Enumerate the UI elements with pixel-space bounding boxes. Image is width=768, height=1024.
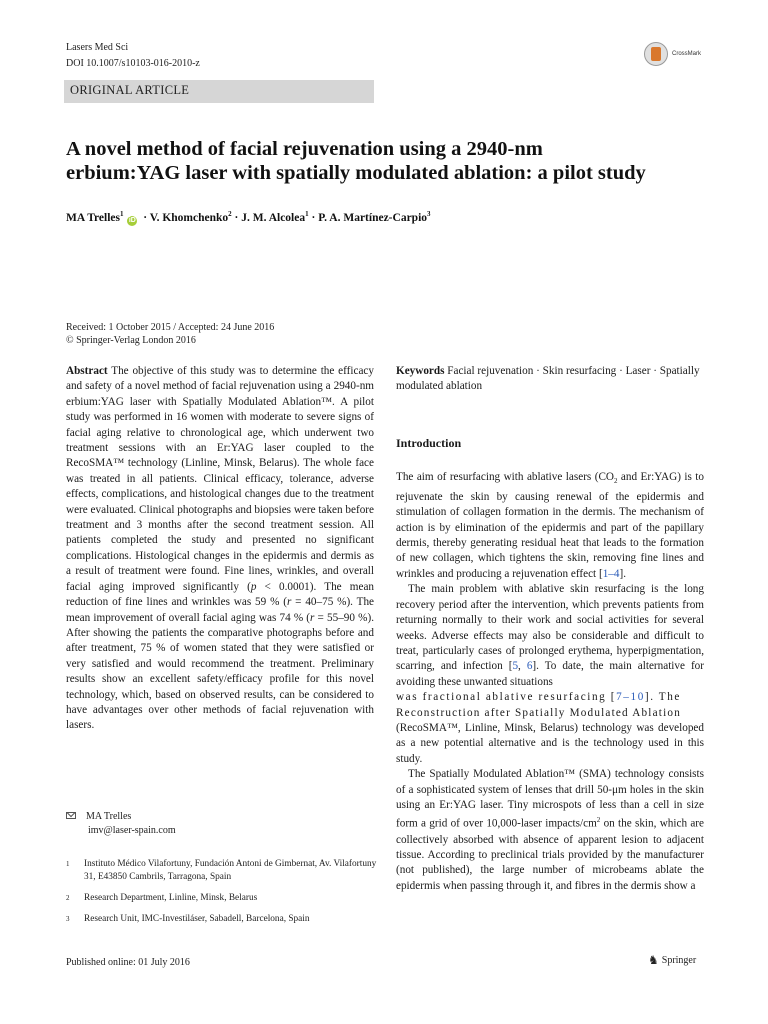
- affiliation-item: 1 Instituto Médico Vilafortuny, Fundación Antoni de Gimbernat, Av. Vilafortuny 31, E43850 Cambrils, Tarragona, Spain: [66, 859, 377, 882]
- affiliation-item: 2 Research Department, Linline, Minsk, Belarus: [66, 893, 258, 903]
- intro-paragraph-3: The Spatially Modulated Ablation™ (SMA) technology consists of a sophisticated system of lenses that drill 50-μm holes in the skin using an Er:YAG laser. Tiny microspots of less than a cell in size form a grid of over 10,000-laser impacts/$cm^2$ on the skin, which are collectively absorbed with absence of apparent lesion to adjacent tissue. According to preclinical trials provided by the manufacturer (not published), the large number of microbeams ablate the epidermis when passing through it, and fibres in the dermis show a: [396, 768, 704, 892]
- citation-link[interactable]: 7–10: [616, 691, 645, 704]
- intro-paragraph-2-line: was fractional ablative resurfacing [7–10]. The: [396, 691, 682, 704]
- corr-name: MA Trelles: [86, 811, 132, 822]
- author-affil-sup: 2: [228, 210, 232, 218]
- title-line-2: erbium:YAG laser with spatially modulated ablation: a pilot study: [66, 162, 646, 184]
- citation-link[interactable]: 6: [526, 660, 533, 673]
- introduction-heading: Introduction: [396, 435, 462, 450]
- citation-link[interactable]: 1–4: [602, 567, 620, 580]
- title-line-1: A novel method of facial rejuvenation using a 2940-nm: [66, 138, 543, 160]
- springer-horse-icon: ♞: [648, 953, 659, 967]
- copyright: © Springer-Verlag London 2016: [66, 335, 196, 346]
- author-affil-sup: 3: [427, 210, 431, 218]
- affiliation-item: 3 Research Unit, IMC-Investiláser, Sabadell, Barcelona, Spain: [66, 914, 310, 924]
- journal-header: [66, 40, 200, 72]
- crossmark-badge[interactable]: [644, 42, 701, 66]
- abstract-text: Abstract The objective of this study was to determine the efficacy and safety of a novel method of facial rejuvenation using a 2940-nm erbium:YAG laser with Spatially Modulated Ablation™. A pilot study was performed in 16 women with moderate to severe signs of facial aging relative to chronological age, which underwent two treatment sessions with an Er:YAG laser coupled to the RecoSMA™ technology (Linline, Minsk, Belarus). The whole face was treated in all patients. Clinical efficacy, tolerance, adverse effects, complications, and histological changes due to the treatment were evaluated. Clinical photographs and biopsies were taken before treatment and 3 months after the second treatment session. All patients completed the study and presented no significant complications. Histological changes in the epidermis and dermis as a result of treatment were found. Fine lines, wrinkles, and overall facial aging improved significantly (p < 0.0001). The mean reduction of fine lines and wrinkles was 59 % (r = 40–75 %). The mean improvement of overall facial aging was 74 % (r = 55–90 %). After showing the patients the comparative photographs before and after treatment, 75 % of women stated that they were satisfied or very satisfied and would recommend the treatment. Preliminary results show an excellent safety/efficacy profile for this novel technology, which, based on observed results, can be considered to have advantages over other methods of facial rejuvenation with lasers.: [66, 365, 374, 732]
- affiliations: [66, 858, 386, 934]
- right-column: [396, 364, 704, 894]
- abstract-section: [66, 364, 374, 734]
- correspondence: [66, 810, 176, 838]
- article-title: [66, 137, 716, 185]
- envelope-icon: [66, 812, 76, 819]
- intro-paragraph-2: The main problem with ablative skin resurfacing is the long recovery period after the intervention, which prevents patients from returning normally to their work and social activities for several weeks. Adverse effects may also be considerable and difficult to treat, particularly cases of prolonged erythema, hyperpigmentation, scarring, and infection [5, 6]. To date, the main alternative for avoiding these unwanted situations: [396, 583, 704, 688]
- published-date: Published online: 01 July 2016: [66, 957, 190, 968]
- intro-paragraph-2-line: Reconstruction after Spatially Modulated Ablation: [396, 706, 681, 719]
- crossmark-label: CrossMark: [672, 51, 702, 57]
- keywords-label: Keywords: [396, 365, 445, 377]
- author-list: MA Trelles$^1$ iD · V. Khomchenko$^2$ · J. M. Alcolea$^1$ · P. A. Martínez-Carpio$^3$: [66, 210, 431, 224]
- orcid-icon[interactable]: iD: [128, 217, 136, 224]
- journal-name: Lasers Med Sci: [66, 42, 129, 53]
- received-accepted: Received: 1 October 2015 / Accepted: 24 June 2016: [66, 322, 275, 333]
- corr-email[interactable]: imv@laser-spain.com: [88, 825, 176, 836]
- intro-paragraph-2-rest: (RecoSMA™, Linline, Minsk, Belarus) technology was developed as a new potential alternative and is the technology used in this study.: [396, 721, 704, 765]
- author-name[interactable]: J. M. Alcolea: [241, 212, 306, 224]
- abstract-label: Abstract: [66, 365, 108, 377]
- article-type-banner: ORIGINAL ARTICLE: [64, 80, 374, 103]
- publisher-name: Springer: [661, 954, 697, 966]
- citation-link[interactable]: 5: [512, 660, 519, 673]
- crossmark-icon: [644, 42, 668, 66]
- intro-paragraph-1: The aim of resurfacing with ablative lasers ($CO_2$ and Er:YAG) is to rejuvenate the skin by causing renewal of the epidermis and stimulation of collagen formation in the dermis. The mechanism of action is by elimination of the epidermis and part of the papillary dermis, thereby generating residual heat that leads to the formation of new collagen, which tightens the skin, removing fine lines and wrinkles and producing a rejuvenation effect [1–4].: [396, 471, 704, 580]
- doi[interactable]: DOI 10.1007/s10103-016-2010-z: [66, 58, 200, 69]
- author-name[interactable]: V. Khomchenko: [149, 212, 229, 224]
- publisher-logo[interactable]: [648, 954, 696, 966]
- author-affil-sup: 1: [305, 210, 309, 218]
- author-affil-sup: 1: [119, 210, 124, 218]
- author-name[interactable]: MA Trelles: [66, 212, 120, 224]
- keywords: Keywords Facial rejuvenation · Skin resurfacing · Laser · Spatially modulated ablation: [396, 365, 700, 393]
- author-name[interactable]: P. A. Martínez-Carpio: [318, 212, 428, 224]
- article-dates: [66, 321, 274, 347]
